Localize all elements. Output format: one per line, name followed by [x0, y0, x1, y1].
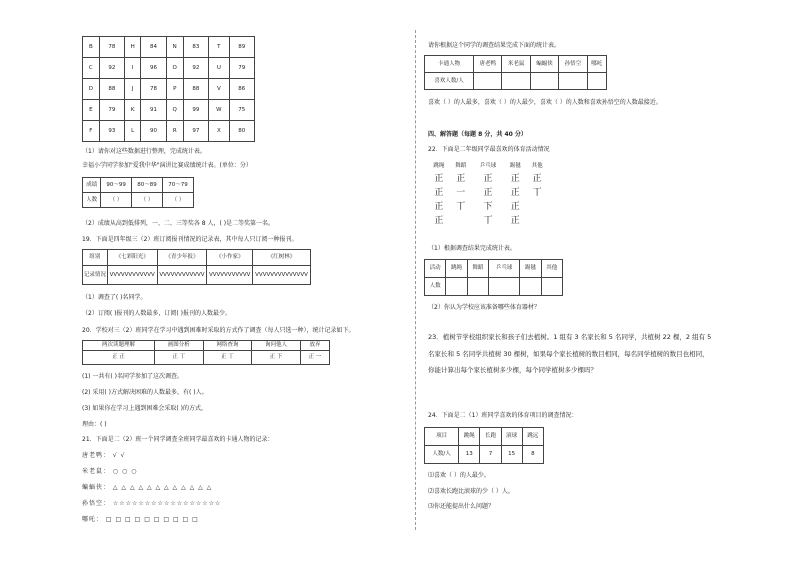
- table-cell: V: [209, 79, 229, 100]
- table-cell: 记录情况: [83, 266, 108, 285]
- q18-row: [83, 178, 194, 193]
- table-cell: 正: [510, 188, 520, 198]
- table-cell: 80: [229, 121, 254, 142]
- q22-tally-row: [428, 200, 548, 214]
- table-cell: P: [166, 79, 183, 100]
- q18-caption: 幸福小学同学参加"爱我中华"演讲比赛成绩统计表。(单位：分）: [82, 162, 252, 169]
- table-cell: 78: [141, 79, 166, 100]
- q20-title: 20．学校对三（2）班同学在学习中遇到困难时采取的方式作了调查（每人只选一种），统计记录如下。: [82, 327, 355, 334]
- q22-question-1: （1）根据调查结果完成统计表。: [428, 245, 516, 252]
- q19-question-2: （2）订阅( )报刊的人数最多，订阅( )报刊的人数最少。: [82, 310, 231, 317]
- table-cell: 93: [99, 121, 124, 142]
- q18-table: [82, 177, 194, 208]
- table-cell: E: [83, 100, 100, 121]
- q22-table: [424, 259, 563, 296]
- table-cell: 91: [141, 100, 166, 121]
- table-cell: D: [83, 79, 100, 100]
- table-cell: 卡通人物: [425, 56, 474, 73]
- table-cell: 成绩: [83, 178, 101, 193]
- table-cell: 其他: [531, 162, 543, 169]
- table-cell: 99: [183, 100, 208, 121]
- table-cell: 踢毽: [509, 162, 521, 169]
- q21-fill: 喜欢（ ）的人最多，喜欢（ ）的人最少，喜欢（ ）的人数和喜欢孙悟空的人数最接近。: [428, 99, 662, 106]
- table-cell: （ ）: [163, 193, 194, 208]
- table-cell: 哪吒: [587, 56, 606, 73]
- q22-tally-row: [428, 214, 548, 228]
- q22-tally-table: [428, 160, 548, 228]
- table-cell: 丅: [456, 202, 466, 212]
- q19-title: 19．下面是四年级三（2）班订阅报刊情况的记录表，其中每人只订阅一种报刊。: [82, 236, 298, 243]
- table-cell: 正: [434, 216, 444, 226]
- table-cell: 跳远: [522, 428, 543, 446]
- table-cell: 其他: [541, 260, 562, 278]
- table-cell: [526, 200, 548, 214]
- q20-tally-row: [83, 351, 330, 365]
- table-cell: 人数: [425, 278, 446, 296]
- q21-item: 蝙蝠侠： △ △ △ △ △ △ △ △ △ △ △ △: [82, 484, 213, 491]
- table-cell: 乒乓球: [479, 162, 497, 169]
- table-cell: 正 丅: [203, 351, 252, 365]
- table-cell: 一: [456, 188, 466, 198]
- q20-question-1: (1) 一共有( )名同学参加了这次调查。: [82, 373, 183, 380]
- table-cell: 蝙蝠侠: [530, 56, 558, 73]
- table-cell: 70～79: [163, 178, 194, 193]
- table-cell: 孙悟空: [559, 56, 587, 73]
- table-cell: 《七彩阳光》: [107, 250, 157, 266]
- table-cell: [502, 73, 530, 90]
- table-cell: 长跑: [480, 428, 501, 446]
- table-cell: 踢毽: [520, 260, 541, 278]
- table-cell: 唐老鸭: [474, 56, 502, 73]
- q24-question-3: ⑶你还能提出什么问题？: [428, 503, 495, 510]
- cartoon-count-row: [425, 73, 607, 90]
- table-cell: 下: [483, 202, 493, 212]
- table-cell: [587, 73, 606, 90]
- table-cell: 正: [483, 174, 493, 184]
- q20-table: [82, 340, 330, 365]
- table-cell: O: [166, 58, 183, 79]
- score-row: [83, 100, 255, 121]
- q19-question-1: （1）调查了( )名同学。: [82, 294, 147, 301]
- table-cell: [520, 278, 541, 296]
- q19-header-row: [83, 250, 311, 266]
- table-cell: T: [209, 37, 229, 58]
- table-cell: 跳绳: [459, 428, 480, 446]
- table-cell: 8: [522, 446, 543, 464]
- table-cell: 正: [510, 216, 520, 226]
- q22-title: 22．下面是二年级同学最喜欢的体育活动情况: [428, 146, 550, 153]
- q20-question-3: (3) 如果你在学习上遇到困难会采取( )的方式，: [82, 405, 207, 412]
- table-cell: 79: [229, 58, 254, 79]
- table-cell: 丅: [532, 188, 542, 198]
- table-cell: 米老鼠: [502, 56, 530, 73]
- table-cell: J: [125, 79, 141, 100]
- score-row: [83, 58, 255, 79]
- table-cell: 83: [183, 37, 208, 58]
- q21-item: 唐老鸭： √ √: [82, 452, 126, 459]
- q18-instruction: （1）请你对这些数据进行整理，完成统计表。: [82, 148, 206, 155]
- table-cell: [489, 278, 520, 296]
- table-cell: 跳绳: [446, 260, 467, 278]
- table-cell: 86: [229, 79, 254, 100]
- table-cell: U: [209, 58, 229, 79]
- q19-table: [82, 249, 311, 285]
- table-cell: 喜欢人数/人: [425, 73, 474, 90]
- table-cell: 84: [141, 37, 166, 58]
- table-cell: 正 一: [300, 351, 329, 365]
- q20-header-row: [83, 341, 330, 351]
- table-cell: H: [125, 37, 141, 58]
- table-cell: 组别: [83, 250, 108, 266]
- table-cell: 89: [229, 37, 254, 58]
- q23-line-2: 名家长和 5 名同学共植树 30 棵树，如果每个家长植树的数目相同，每名同学植树的数目也相同，: [428, 350, 709, 358]
- score-table: [82, 36, 255, 142]
- table-cell: 正: [532, 174, 542, 184]
- table-cell: 15: [501, 446, 522, 464]
- table-cell: 正: [434, 188, 444, 198]
- table-cell: 丅: [483, 216, 493, 226]
- q23-line-3: 你能计算出每个家长植树多少棵，每个同学植树多少棵吗？: [428, 366, 597, 374]
- table-cell: 90～99: [101, 178, 132, 193]
- table-cell: [446, 278, 467, 296]
- q22-question-2: （2）你认为学校应该准备哪些体育器材？: [428, 304, 540, 311]
- table-cell: 《红树林》: [253, 250, 311, 266]
- table-cell: [474, 73, 502, 90]
- table-cell: 75: [229, 100, 254, 121]
- table-cell: （ ）: [101, 193, 132, 208]
- q22-tally-row: [428, 186, 548, 200]
- q21-item: 哪吒： □ □ □ □ □ □ □ □ □ □: [82, 516, 199, 523]
- table-cell: 舞蹈: [467, 260, 488, 278]
- q21-item: 米老鼠： ○ ○ ○: [82, 468, 138, 475]
- cartoon-header-row: [425, 56, 607, 73]
- table-cell: L: [125, 121, 141, 142]
- q18-question-2: （2）成绩从高到低排列，一、二、三等奖各 8 人，( )是二等奖第一名。: [82, 220, 275, 227]
- table-cell: [526, 214, 548, 228]
- table-cell: 两次读题理解: [83, 341, 155, 351]
- table-cell: W: [209, 100, 229, 121]
- table-cell: [530, 73, 558, 90]
- table-cell: B: [83, 37, 100, 58]
- q21-title: 21．下面是二（2）班一个同学调查全班同学最喜欢的卡通人物的记录：: [82, 436, 274, 443]
- q20-question-2: (2) 采用( )方式解决困难的人数最多，有( )人。: [82, 389, 208, 396]
- q22-count-row: [425, 278, 563, 296]
- table-cell: 80～89: [132, 178, 163, 193]
- q24-table: [424, 427, 544, 464]
- table-cell: VVVVVVVVVVVV: [157, 266, 207, 285]
- table-cell: 7: [480, 446, 501, 464]
- table-cell: 78: [99, 37, 124, 58]
- table-cell: 活动: [425, 260, 446, 278]
- q24-title: 24．下面是二（1）班同学喜欢的体育项目的调查情况：: [428, 412, 578, 419]
- table-cell: 正: [434, 202, 444, 212]
- q18-row: [83, 193, 194, 208]
- q23-line-1: 23．植树节学校组织家长和孩子们去植树。1 组有 3 名家长和 5 名同学，共植树 22 棵，2 组有 5: [428, 333, 712, 341]
- table-cell: [450, 214, 472, 228]
- right-column: [424, 0, 769, 562]
- table-cell: 项目: [425, 428, 459, 446]
- table-cell: I: [125, 58, 141, 79]
- q21-intro: 请你根据这个同学的调查结果完成下面的统计表。: [428, 42, 561, 49]
- table-cell: 人数/人: [425, 446, 459, 464]
- q22-header-row: [428, 160, 548, 172]
- table-cell: 滚球: [501, 428, 522, 446]
- table-cell: 跳绳: [433, 162, 445, 169]
- q20-reason: 理由：( ): [82, 421, 107, 428]
- table-cell: 88: [99, 79, 124, 100]
- table-cell: 舞蹈: [455, 162, 467, 169]
- table-cell: VVVVVVVVVVVVVV: [253, 266, 311, 285]
- table-cell: 网络查询: [203, 341, 252, 351]
- table-cell: 79: [99, 100, 124, 121]
- table-cell: 13: [459, 446, 480, 464]
- table-cell: C: [83, 58, 100, 79]
- q24-item-row: [425, 428, 544, 446]
- table-cell: 正: [483, 188, 493, 198]
- table-cell: 正: [510, 174, 520, 184]
- table-cell: K: [125, 100, 141, 121]
- q24-question-2: ⑵喜欢长跑比滚球的少（ ）人。: [428, 488, 514, 495]
- score-row: [83, 121, 255, 142]
- table-cell: 正: [434, 174, 444, 184]
- table-cell: 正 丅: [154, 351, 203, 365]
- table-cell: 97: [183, 121, 208, 142]
- table-cell: 96: [141, 58, 166, 79]
- table-cell: R: [166, 121, 183, 142]
- q24-question-1: ⑴喜欢（ ）的人最少。: [428, 472, 490, 479]
- cartoon-table: [424, 55, 607, 90]
- table-cell: 放弃: [300, 341, 329, 351]
- q24-count-row: [425, 446, 544, 464]
- table-cell: （ ）: [132, 193, 163, 208]
- left-column: [82, 0, 407, 562]
- q22-tally-row: [428, 172, 548, 186]
- table-cell: 乒乓球: [489, 260, 520, 278]
- table-cell: F: [83, 121, 100, 142]
- table-cell: 92: [99, 58, 124, 79]
- table-cell: 正: [510, 202, 520, 212]
- table-cell: 《青少年报》: [157, 250, 207, 266]
- table-cell: 正 下: [252, 351, 301, 365]
- table-cell: 询问他人: [252, 341, 301, 351]
- table-cell: [559, 73, 587, 90]
- table-cell: 正 正: [83, 351, 155, 365]
- column-divider: [415, 30, 416, 530]
- table-cell: X: [209, 121, 229, 142]
- table-cell: 92: [183, 58, 208, 79]
- table-cell: VVVVVVVVVVV: [207, 266, 253, 285]
- q21-item: 孙悟空： ☆☆☆☆☆☆☆☆☆☆☆☆☆☆☆☆☆: [82, 500, 222, 507]
- score-row: [83, 79, 255, 100]
- table-cell: [541, 278, 562, 296]
- table-cell: VVVVVVVVVVVV: [107, 266, 157, 285]
- table-cell: 90: [141, 121, 166, 142]
- q19-record-row: [83, 266, 311, 285]
- section-title: 四、解答题（每题 8 分，共 40 分）: [428, 131, 527, 138]
- q22-activity-row: [425, 260, 563, 278]
- table-cell: 《小作家》: [207, 250, 253, 266]
- table-cell: 人数: [83, 193, 101, 208]
- score-row: [83, 37, 255, 58]
- table-cell: 正: [456, 174, 466, 184]
- table-cell: Q: [166, 100, 183, 121]
- table-cell: 88: [183, 79, 208, 100]
- table-cell: [467, 278, 488, 296]
- table-cell: 画图分析: [154, 341, 203, 351]
- table-cell: N: [166, 37, 183, 58]
